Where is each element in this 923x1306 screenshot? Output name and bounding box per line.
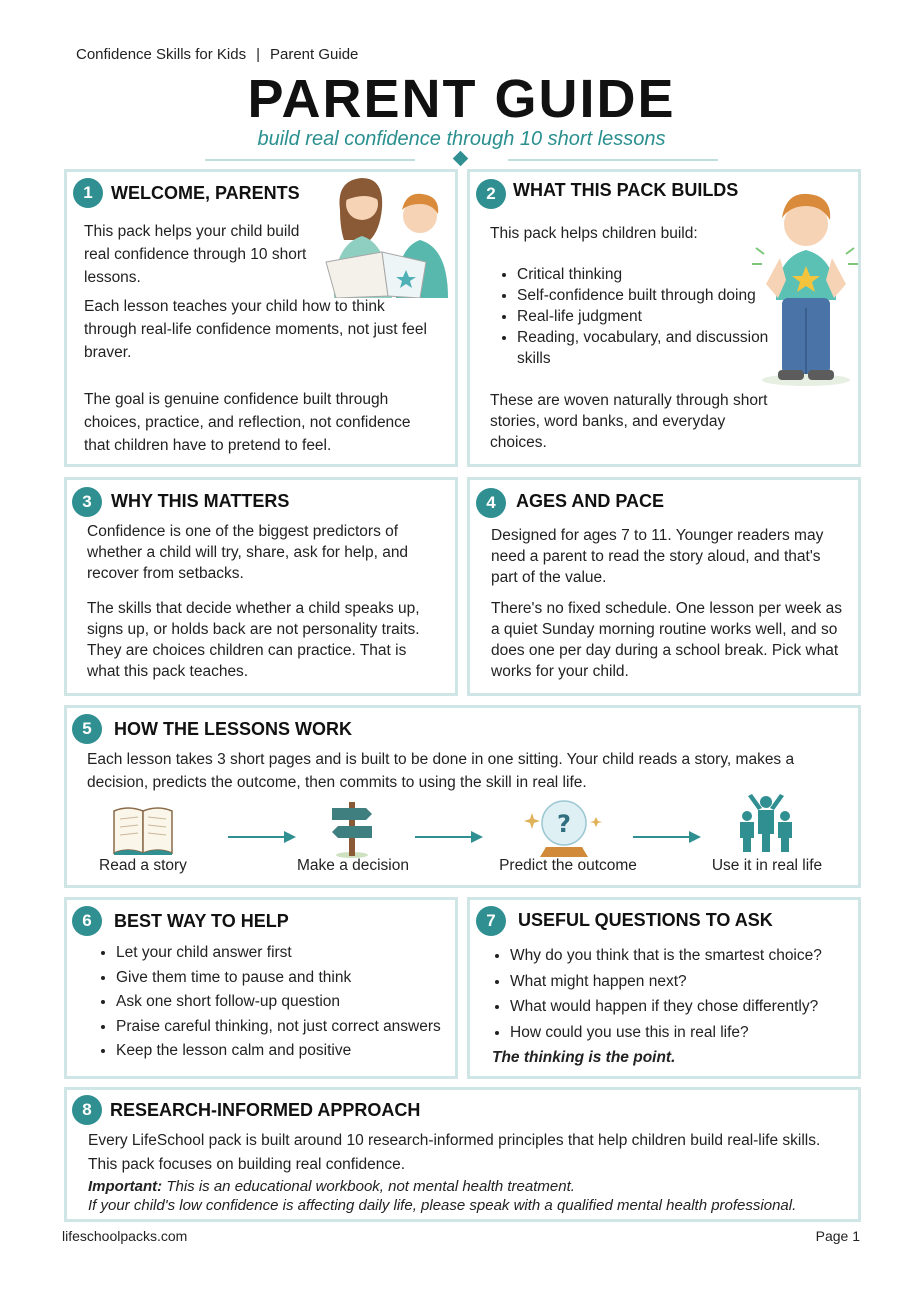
top-meta bbox=[76, 46, 358, 63]
important-line-2: If your child's low confidence is affecting daily life, please speak with a qualified mental health professional. bbox=[88, 1197, 797, 1214]
builds-list-item: • Self-confidence built through doing bbox=[517, 285, 787, 306]
section-number-3: 3 bbox=[72, 487, 102, 517]
arrow-icon-1 bbox=[228, 830, 296, 844]
important-label: Important: bbox=[88, 1178, 163, 1195]
ages-paragraph-2: There's no fixed schedule. One lesson per week as a quiet Sunday morning routine works well, and so does one per day during a school break. Pick what works for your child. bbox=[491, 600, 843, 680]
builds-outro: These are woven naturally through short stories, word banks, and everyday choices. bbox=[490, 392, 768, 451]
welcome-paragraph-3: The goal is genuine confidence built through choices, practice, and reflection, not confidence that children have to pretend to feel. bbox=[84, 391, 411, 454]
section-heading-6: BEST WAY TO HELP bbox=[114, 911, 289, 931]
people-celebrating-icon bbox=[738, 794, 794, 854]
arrow-icon-2 bbox=[415, 830, 483, 844]
welcome-paragraph-1: This pack helps your child build real confidence through 10 short lessons. bbox=[84, 223, 307, 286]
page-subtitle: build real confidence through 10 short lessons bbox=[257, 128, 666, 150]
section-number-6: 6 bbox=[72, 906, 102, 936]
book-icon bbox=[112, 803, 174, 855]
help-list-item: • Let your child answer first bbox=[116, 941, 476, 966]
signpost-icon bbox=[326, 800, 378, 858]
step-read-story: Read a story bbox=[99, 857, 187, 874]
footer-website[interactable]: lifeschoolpacks.com bbox=[62, 1228, 188, 1244]
research-paragraph: Every LifeSchool pack is built around 10 research-informed principles that help children build real-life skills. This pack focuses on building real confidence. bbox=[88, 1132, 821, 1173]
step-use-real-life: Use it in real life bbox=[711, 857, 823, 874]
crystal-ball-icon bbox=[524, 797, 604, 859]
builds-list-item: • Real-life judgment bbox=[517, 306, 787, 327]
why-paragraph-1: Confidence is one of the biggest predictors of whether a child will try, share, ask for help, and recover from setbacks. bbox=[87, 523, 409, 582]
lessons-paragraph: Each lesson takes 3 short pages and is built to be done in one sitting. Your child reads a story, makes a decision, predicts the outcome, then commits to using the skill in real life. bbox=[87, 751, 795, 791]
page-title: PARENT GUIDE bbox=[247, 69, 676, 129]
important-note bbox=[88, 1177, 848, 1196]
help-list-item: • Keep the lesson calm and positive bbox=[116, 1039, 476, 1064]
parent-reading-illustration bbox=[322, 170, 456, 298]
doc-type: Parent Guide bbox=[269, 46, 359, 63]
ages-paragraph-1: Designed for ages 7 to 11. Younger readers may need a parent to read the story aloud, and that's part of the value. bbox=[491, 527, 824, 586]
title-divider bbox=[205, 150, 718, 170]
question-list-item: • Why do you think that is the smartest choice? bbox=[510, 943, 880, 969]
section-number-7: 7 bbox=[476, 906, 506, 936]
important-text: This is an educational workbook, not mental health treatment. bbox=[162, 1178, 575, 1195]
help-list bbox=[90, 941, 476, 1064]
confident-boy-illustration bbox=[752, 188, 858, 388]
series-name: Confidence Skills for Kids bbox=[76, 46, 247, 63]
section-heading-2: WHAT THIS PACK BUILDS bbox=[513, 180, 739, 200]
questions-list bbox=[484, 943, 880, 1045]
help-list-item: • Ask one short follow-up question bbox=[116, 990, 476, 1015]
footer-page-number: Page 1 bbox=[815, 1228, 860, 1244]
step-predict-outcome: Predict the outcome bbox=[499, 857, 637, 874]
section-number-8: 8 bbox=[72, 1095, 102, 1125]
builds-list-item: • Critical thinking bbox=[517, 264, 787, 285]
why-paragraph-2: The skills that decide whether a child speaks up, signs up, or holds back are not personality traits. They are choices children can practice. That is what this pack teaches. bbox=[87, 600, 420, 680]
help-list-item: • Give them time to pause and think bbox=[116, 966, 476, 991]
question-list-item: • How could you use this in real life? bbox=[510, 1020, 880, 1046]
section-heading-7: USEFUL QUESTIONS TO ASK bbox=[518, 910, 773, 930]
section-heading-8: RESEARCH-INFORMED APPROACH bbox=[110, 1100, 421, 1120]
help-list-item: • Praise careful thinking, not just correct answers bbox=[116, 1015, 476, 1040]
section-number-2: 2 bbox=[476, 179, 506, 209]
section-number-5: 5 bbox=[72, 714, 102, 744]
question-list-item: • What might happen next? bbox=[510, 969, 880, 995]
header-separator: | bbox=[256, 46, 260, 63]
question-list-item: • What would happen if they chose differently? bbox=[510, 994, 880, 1020]
section-heading-1: WELCOME, PARENTS bbox=[111, 183, 300, 203]
builds-list-item: • Reading, vocabulary, and discussion skills bbox=[517, 327, 787, 369]
svg-text:?: ? bbox=[557, 810, 571, 838]
builds-intro: This pack helps children build: bbox=[490, 225, 698, 242]
builds-list bbox=[491, 264, 787, 369]
section-number-1: 1 bbox=[73, 178, 103, 208]
arrow-icon-3 bbox=[633, 830, 701, 844]
section-heading-5: HOW THE LESSONS WORK bbox=[114, 719, 352, 739]
section-heading-4: AGES AND PACE bbox=[516, 491, 665, 511]
questions-closing: The thinking is the point. bbox=[492, 1049, 676, 1066]
section-number-4: 4 bbox=[476, 488, 506, 518]
welcome-paragraph-2: Each lesson teaches your child how to think through real-life confidence moments, not just feel braver. bbox=[84, 298, 427, 361]
step-make-decision: Make a decision bbox=[296, 857, 409, 874]
section-heading-3: WHY THIS MATTERS bbox=[111, 491, 290, 511]
